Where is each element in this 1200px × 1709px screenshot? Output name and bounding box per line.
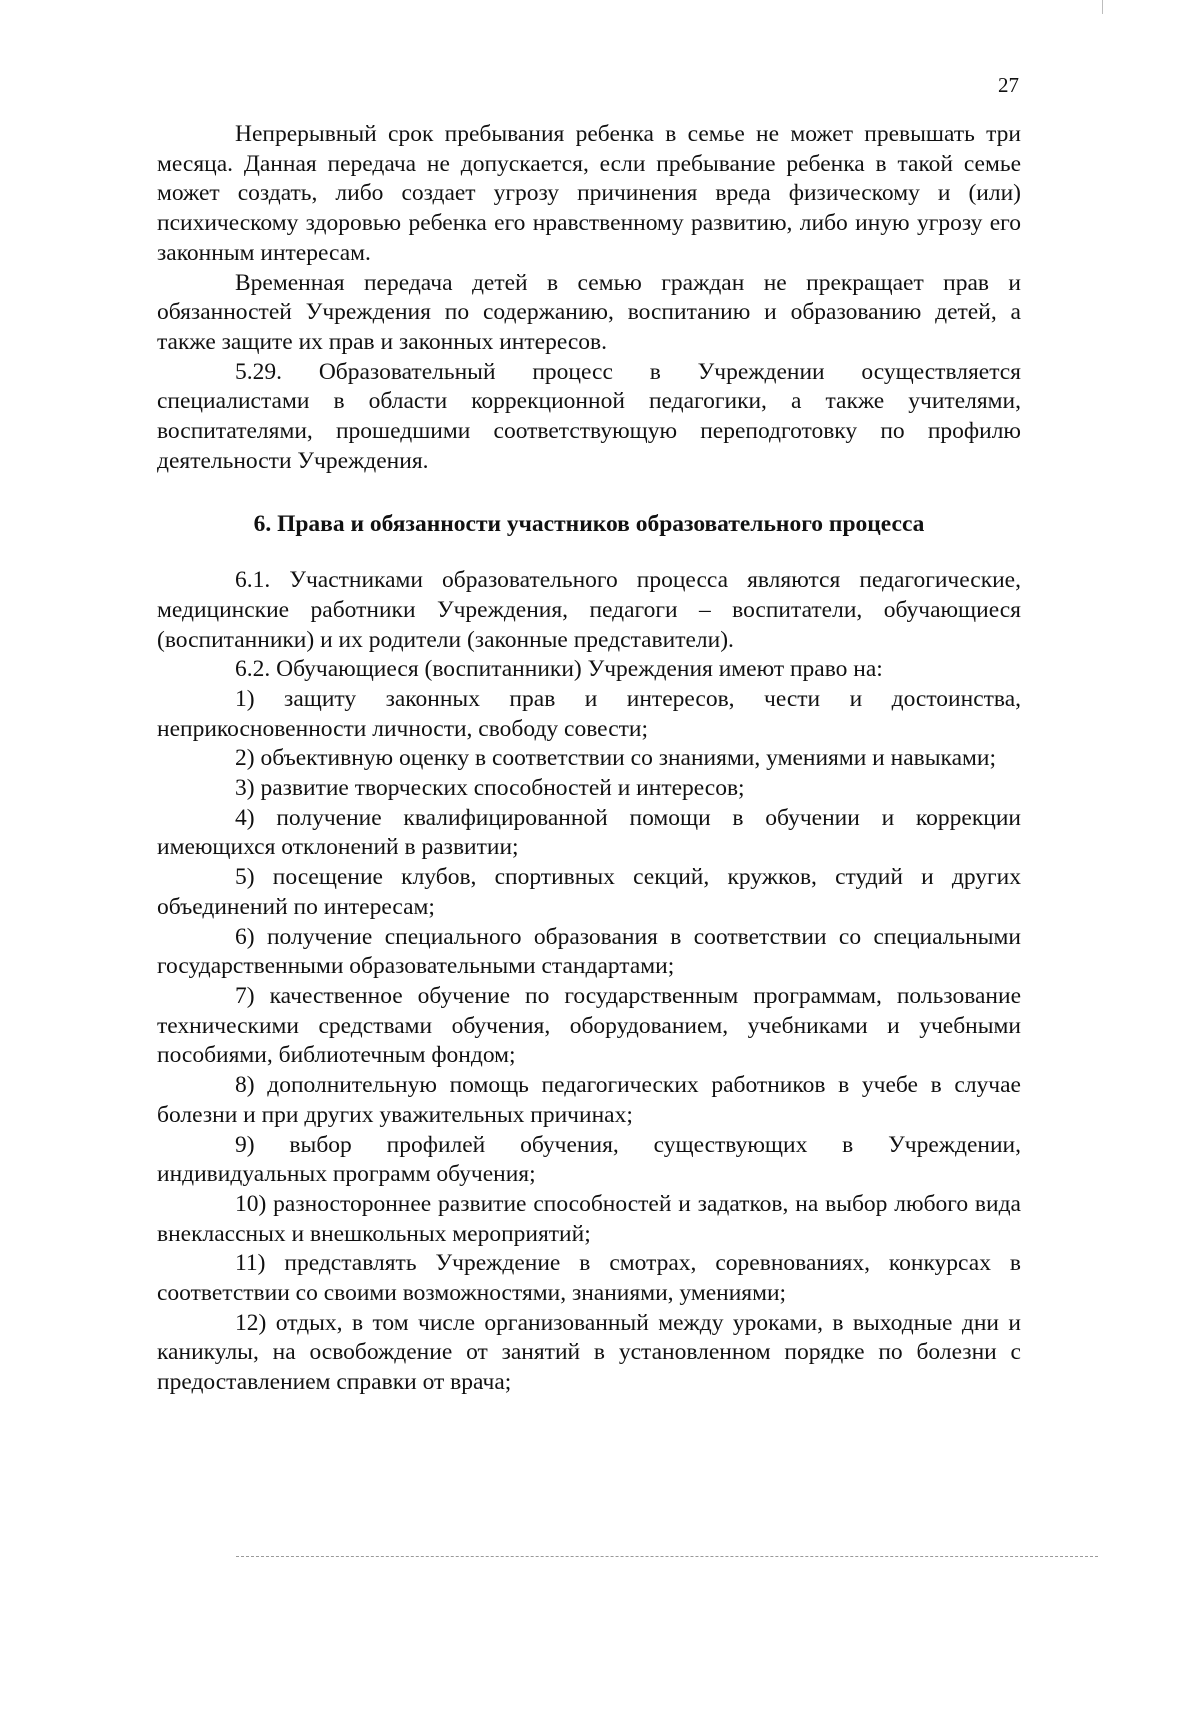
page-number: 27 — [998, 73, 1019, 97]
list-item-8: 8) дополнительную помощь педагогических работников в учебе в случае болезни и при других уважительных причинах; — [157, 1072, 1021, 1128]
list-item-7: 7) качественное обучение по государственным программам, пользование техническими средствами обучения, оборудованием, учебниками и учебными пособиями, библиотечным фондом; — [157, 982, 1021, 1069]
paragraph-6-1: 6.1. Участниками образовательного процесса являются педагогические, медицинские работники Учреждения, педагоги – воспитатели, обучающиеся (воспитанники) и их родители (законные представители). — [157, 567, 1021, 653]
scan-edge-mark — [1102, 0, 1103, 14]
list-item-12: 12) отдых, в том числе организованный между уроками, в выходные дни и каникулы, на освобождение от занятий в установленном порядке по болезни с предоставлением справки от врача; — [157, 1309, 1021, 1396]
footer-rule — [236, 1556, 1098, 1557]
list-item-6: 6) получение специального образования в соответствии со специальными государственными образовательными стандартами; — [157, 923, 1021, 980]
list-item-9: 9) выбор профилей обучения, существующих в Учреждении, индивидуальных программ обучения; — [157, 1131, 1021, 1188]
list-item-4: 4) получение квалифицированной помощи в обучении и коррекции имеющихся отклонений в развитии; — [157, 804, 1021, 861]
page-body — [157, 120, 1021, 1398]
list-item-5: 5) посещение клубов, спортивных секций, кружков, студий и других объединений по интересам; — [157, 864, 1021, 920]
section-heading-6: 6. Права и обязанности участников образовательного процесса — [253, 511, 925, 538]
paragraph-temporary-transfer: Временная передача детей в семью граждан не прекращает прав и обязанностей Учреждения по содержанию, воспитанию и образованию детей, а также защите их прав и законных интересов. — [157, 269, 1021, 355]
paragraph-5-29: 5.29. Образовательный процесс в Учреждении осуществляется специалистами в области коррекционной педагогики, а также учителями, воспитателями, прошедшими соответствующую переподготовку по профилю деятельности Учреждения. — [157, 358, 1021, 474]
list-item-10: 10) разностороннее развитие способностей и задатков, на выбор любого вида внеклассных и внешкольных мероприятий; — [157, 1190, 1021, 1247]
paragraph-stay-duration: Непрерывный срок пребывания ребенка в семье не может превышать три месяца. Данная передача не допускается, если пребывание ребенка в такой семье может создать, либо создает угрозу причинения вреда физическому и (или) психическому здоровью ребенка его нравственному развитию, либо иную угрозу его законным интересам. — [157, 121, 1021, 266]
list-item-1: 1) защиту законных прав и интересов, чести и достоинства, неприкосновенности личности, свободу совести; — [157, 685, 1021, 742]
list-item-2: 2) объективную оценку в соответствии со знаниями, умениями и навыками; — [235, 745, 996, 772]
list-item-3: 3) развитие творческих способностей и интересов; — [235, 775, 745, 802]
list-item-11: 11) представлять Учреждение в смотрах, соревнованиях, конкурсах в соответствии со своими возможностями, знаниями, умениями; — [157, 1250, 1021, 1307]
paragraph-6-2: 6.2. Обучающиеся (воспитанники) Учреждения имеют право на: — [235, 656, 883, 683]
